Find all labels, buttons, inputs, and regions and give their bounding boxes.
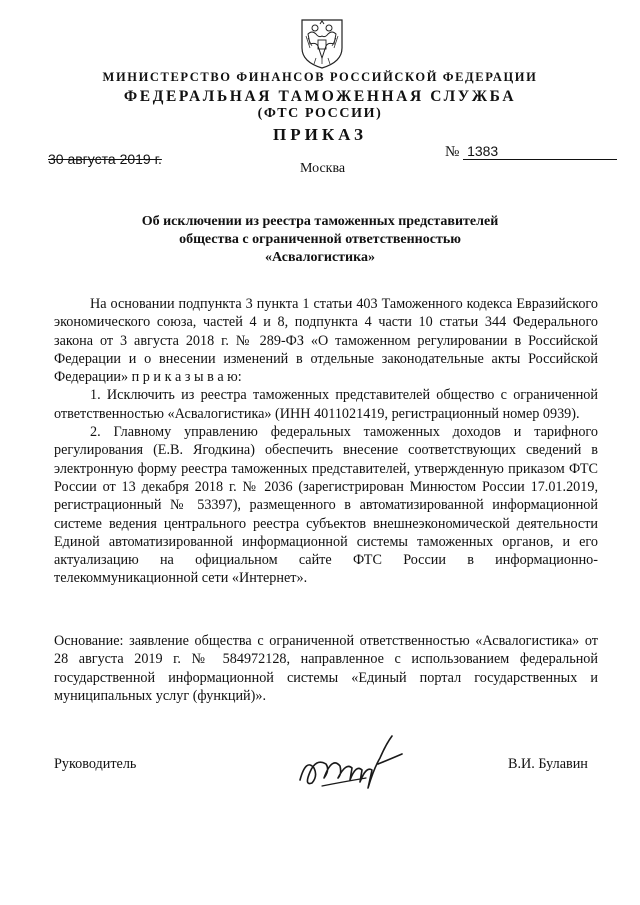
item-1: 1. Исключить из реестра таможенных представителей общество с ограниченной ответственностью «Асвалогистика» (ИНН 4011021419, регистрационный номер 0939). bbox=[54, 387, 598, 422]
preamble-text: На основании подпункта 3 пункта 1 статьи 403 Таможенного кодекса Евразийского экономического союза, частей 4 и 8, подпункта 4 части 10 статьи 344 Федерального закона от 3 августа 2018 г. № 289-ФЗ «О таможенном регулировании в Российской Федерации и о внесении изменений в отдельные законодательные акты Российской Федерации» bbox=[54, 296, 598, 386]
document-type: ПРИКАЗ bbox=[273, 125, 367, 144]
number-sign: № bbox=[445, 144, 460, 160]
heading-line-1: Об исключении из реестра таможенных представителей bbox=[141, 214, 499, 229]
heading-line-2: общества с ограниченной ответственностью bbox=[179, 232, 461, 247]
order-date: 30 августа 2019 г. bbox=[48, 151, 162, 167]
service-abbreviation: (ФТС РОССИИ) bbox=[257, 106, 383, 121]
item-2: 2. Главному управлению федеральных таможенных доходов и тарифного регулирования (Е.В. Ягодкина) обеспечить внесение соответствующих сведений в электронную форму реестра таможенных представителей, утвержденную приказом ФТС России от 13 декабря 2018 г. № 2036 (зарегистрирован Минюстом России 17.01.2019, регистрационный № 53397), размещенного в автоматизированной информационной системе ведения центрального реестра субъектов внешнеэкономической деятельности Единой автоматизированной информационной системы таможенных органов, и его актуализацию на официальном сайте ФТС России в информационно-телекоммуникационной сети «Интернет». bbox=[54, 424, 598, 587]
order-verb: п р и к а з ы в а ю: bbox=[131, 369, 242, 386]
order-body bbox=[54, 295, 598, 588]
preamble-paragraph bbox=[54, 295, 598, 386]
order-number bbox=[445, 143, 617, 161]
city: Москва bbox=[300, 161, 346, 176]
basis-paragraph: Основание: заявление общества с ограниченной ответственностью «Асвалогистика» от 28 августа 2019 г. № 584972128, направленное с использованием федеральной государственной информационной системы «Единый портал государственных и муниципальных услуг (функций)». bbox=[54, 633, 598, 704]
signatory-name: В.И. Булавин bbox=[508, 756, 588, 772]
order-heading bbox=[40, 213, 600, 267]
heading-line-3: «Асвалогистика» bbox=[265, 250, 375, 265]
number-value: 1383 bbox=[463, 143, 617, 160]
handwritten-signature bbox=[292, 728, 407, 798]
ministry-title: МИНИСТЕРСТВО ФИНАНСОВ РОССИЙСКОЙ ФЕДЕРАЦИИ bbox=[102, 70, 538, 84]
coat-of-arms-emblem-icon bbox=[298, 14, 346, 70]
signatory-role: Руководитель bbox=[54, 756, 137, 772]
service-title: ФЕДЕРАЛЬНАЯ ТАМОЖЕННАЯ СЛУЖБА bbox=[123, 88, 517, 105]
